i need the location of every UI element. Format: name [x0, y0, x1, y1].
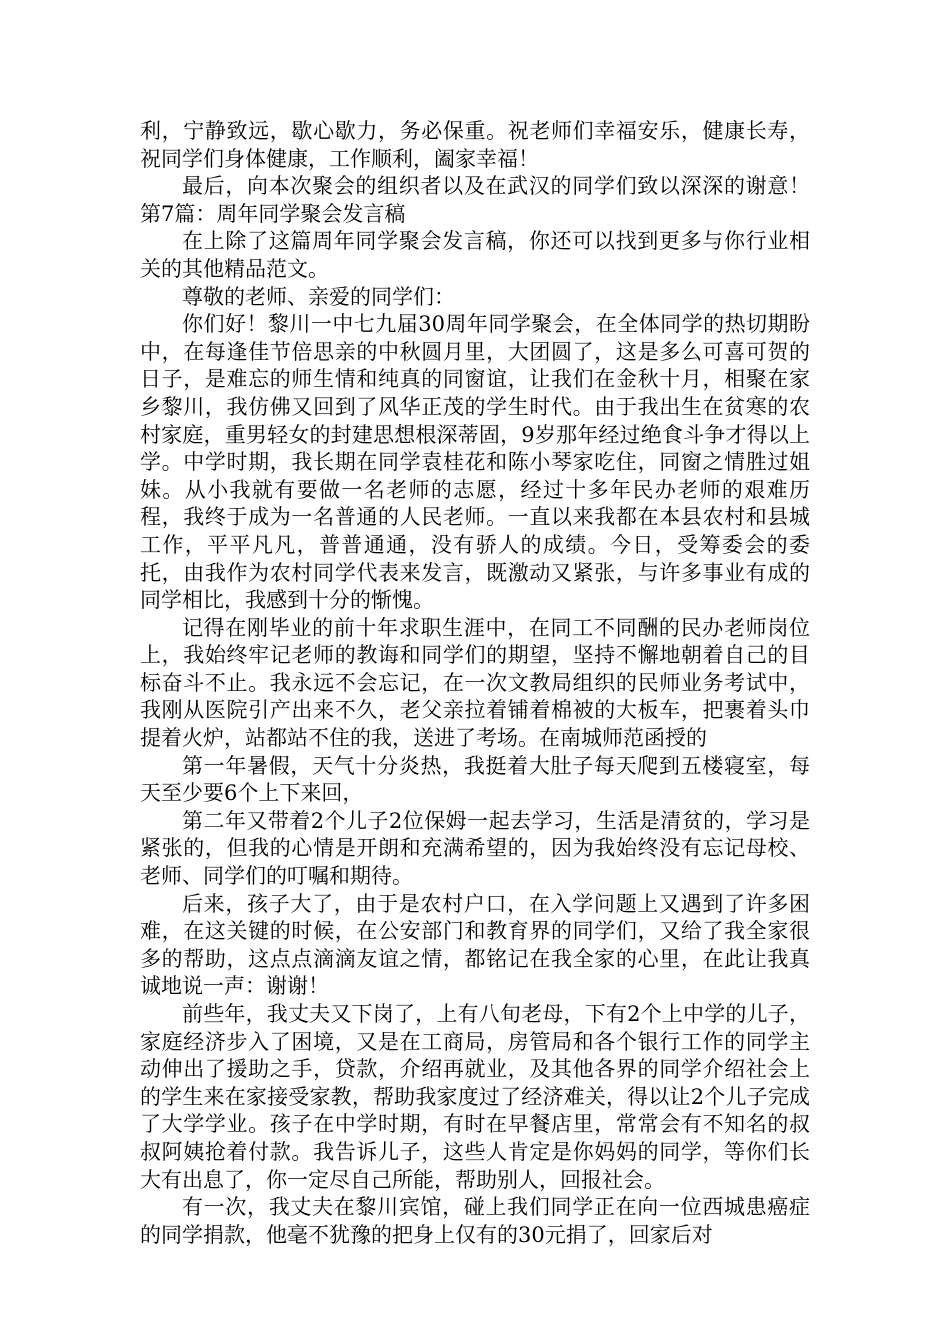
paragraph-donation: 有一次，我丈夫在黎川宾馆，碰上我们同学正在向一位西城患癌症的同学捐款，他毫不犹豫的把身上仅有的30元捐了，回家后对	[140, 1195, 810, 1247]
paragraph-career-memories: 记得在刚毕业的前十年求职生涯中，在同工不同酬的民办老师岗位上，我始终牢记老师的教诲和同学们的期望，坚持不懈地朝着自己的目标奋斗不止。我永远不会忘记，在一次文教局组织的民师业务考试中，我刚从医院引产出来不久，老父亲拉着铺着棉被的大板车，把裹着头巾提着火炉，站都站不住的我，送进了考场。在南城师范函授的	[140, 615, 810, 751]
paragraph-greeting-reunion: 你们好！黎川一中七九届30周年同学聚会，在全体同学的热切期盼中，在每逢佳节倍思亲的中秋圆月里，大团圆了，这是多么可喜可贺的日子，是难忘的师生情和纯真的同窗谊，让我们在金秋十月，相聚在家乡黎川，我仿佛又回到了风华正茂的学生时代。由于我出生在贫寒的农村家庭，重男轻女的封建思想根深蒂固，9岁那年经过绝食斗争才得以上学。中学时期，我长期在同学袁桂花和陈小琴家吃住，同窗之情胜过姐妹。从小我就有要做一名老师的志愿，经过十多年民办老师的艰难历程，我终于成为一名普通的人民老师。一直以来我都在本县农村和县城工作，平平凡凡，普普通通，没有骄人的成绩。今日，受筹委会的委托，由我作为农村同学代表来发言，既激动又紧张，与许多事业有成的同学相比，我感到十分的惭愧。	[140, 312, 810, 613]
paragraph-second-year: 第二年又带着2个儿子2位保姆一起去学习，生活是清贫的，学习是紧张的，但我的心情是开朗和充满希望的，因为我始终没有忘记母校、老师、同学们的叮嘱和期待。	[140, 808, 810, 889]
paragraph-continued-blessing: 利，宁静致远，歇心歇力，务必保重。祝老师们幸福安乐，健康长寿，祝同学们身体健康，工作顺利，阖家幸福！	[140, 119, 810, 171]
paragraph-thanks-organizers: 最后，向本次聚会的组织者以及在武汉的同学们致以深深的谢意！第7篇：周年同学聚会发言稿	[140, 174, 810, 226]
paragraph-more-templates: 在上除了这篇周年同学聚会发言稿，你还可以找到更多与你行业相关的其他精品范文。	[140, 229, 810, 281]
paragraph-economic-help: 前些年，我丈夫又下岗了，上有八旬老母，下有2个上中学的儿子，家庭经济步入了困境，又是在工商局，房管局和各个银行工作的同学主动伸出了援助之手，贷款，介绍再就业，及其他各界的同学介绍社会上的学生来在家接受家教，帮助我家度过了经济难关，得以让2个儿子完成了大学学业。孩子在中学时期，有时在早餐店里，常常会有不知名的叔叔阿姨抢着付款。我告诉儿子，这些人肯定是你妈妈的同学，等你们长大有出息了，你一定尽自己所能，帮助别人，回报社会。	[140, 1002, 810, 1192]
paragraph-schooling-help: 后来，孩子大了，由于是农村户口，在入学问题上又遇到了许多困难，在这关键的时候，在公安部门和教育界的同学们，又给了我全家很多的帮助，这点点滴滴友谊之情，都铭记在我全家的心里，在此让我真诚地说一声：谢谢！	[140, 891, 810, 999]
paragraph-salutation: 尊敬的老师、亲爱的同学们：	[182, 284, 455, 309]
document-body	[140, 118, 810, 1249]
paragraph-first-summer: 第一年暑假，天气十分炎热，我挺着大肚子每天爬到五楼寝室，每天至少要6个上下来回，	[140, 753, 810, 806]
